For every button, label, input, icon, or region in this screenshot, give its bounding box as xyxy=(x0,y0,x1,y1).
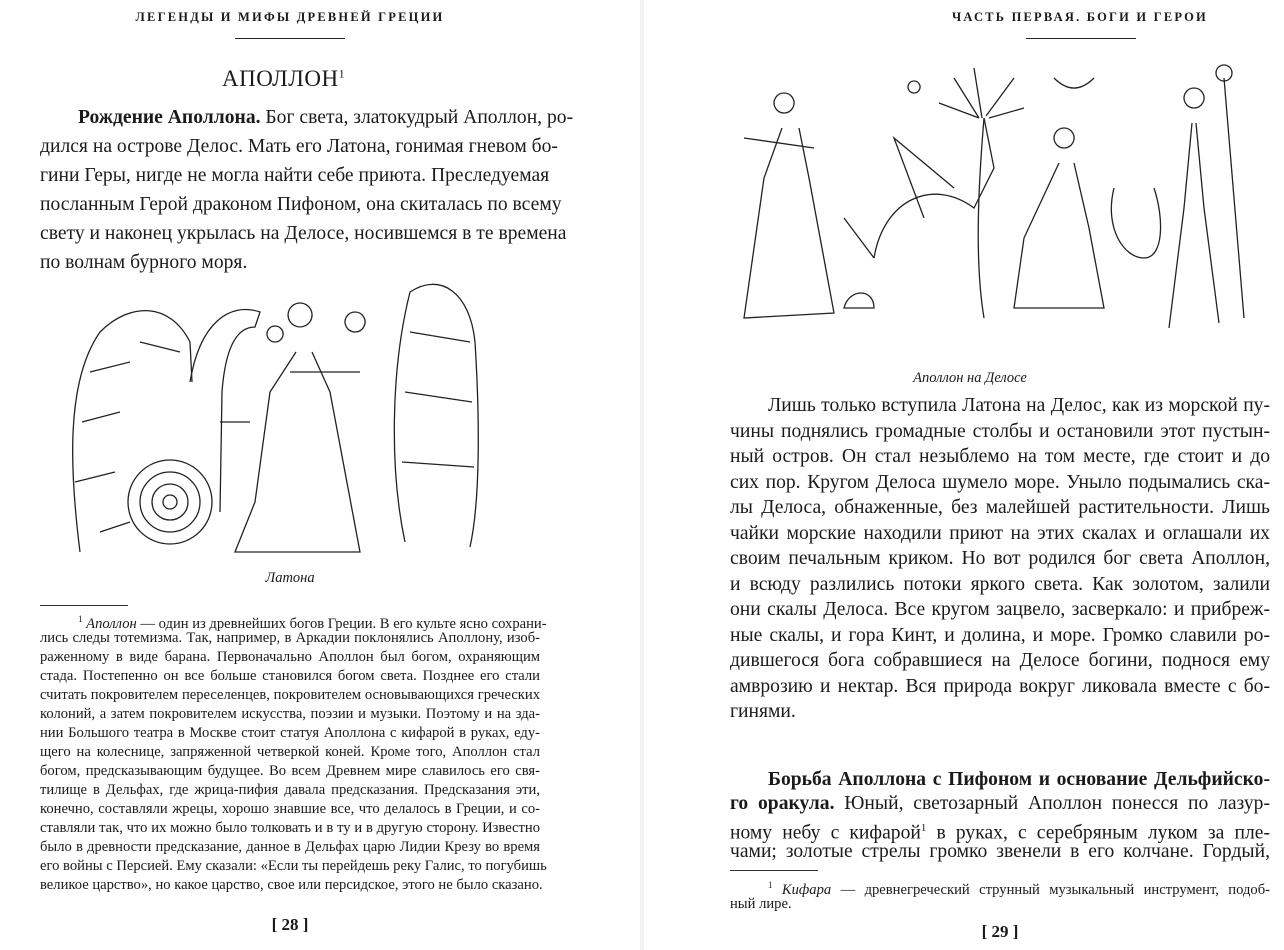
footnote-ref[interactable]: 1 xyxy=(338,66,346,81)
running-head: ЧАСТЬ ПЕРВАЯ. БОГИ И ГЕРОИ xyxy=(952,10,1208,24)
text-line: посланным Герой драконом Пифоном, она скиталась по всему xyxy=(40,194,562,215)
text-line: по волнам бурного моря. xyxy=(40,252,248,273)
footnote-line: раженному в виде барана. Первоначально Аполлон был богом, охраняющим xyxy=(40,649,540,665)
text-line: ные скалы, и гора Кинт, и долина, и море. Громко славили ро- xyxy=(730,624,1270,646)
text-span: Бог света, златокудрый Аполлон, ро- xyxy=(260,107,574,128)
section-heading: го оракула. xyxy=(730,793,835,814)
text-line: дился на острове Делос. Мать его Латона, гонимая гневом бо- xyxy=(40,136,558,157)
footnote-line: ный лире. xyxy=(730,896,792,912)
text-line: чины поднялись громадные столбы и остановили этот пустын- xyxy=(730,420,1270,442)
footnote-line: лись следы тотемизма. Так, например, в Аркадии поклонялись Аполлону, изоб- xyxy=(40,630,540,646)
footnote-line: нии Большого театра в Москве стоит статуя Аполлона с кифарой в руках, еду- xyxy=(40,725,540,741)
text-line: чами; золотые стрелы громко звенели в его колчане. Гордый, xyxy=(730,841,1270,862)
text-line: гини Геры, нигде не могла найти себе приюта. Преследуемая xyxy=(40,165,550,186)
footnote-line: считать покровителем переселенцев, покровителем основывающихся греческих xyxy=(40,687,540,703)
apollo-on-delos-illustration xyxy=(724,58,1264,348)
chapter-title xyxy=(222,66,345,92)
section-text xyxy=(730,768,1270,864)
right-page xyxy=(644,0,1284,950)
footnote-line: стада. Постепенно он все больше становился богом света. Позднее его стали xyxy=(40,668,540,684)
footnote-line: было в древности предсказание, данное в Дельфах царю Лидии Крезу во время xyxy=(40,839,540,855)
footnote-mark: 1 xyxy=(768,880,773,890)
text-line xyxy=(730,768,1270,792)
text-line: сих пор. Кругом Делоса шумело море. Уныло подымались ска- xyxy=(730,471,1270,493)
footnote-line: великое царство», но какое царство, свое или персидское, этого не было сказано. xyxy=(40,877,543,893)
header-rule xyxy=(1026,38,1136,39)
text-line: чайки морские находили приют на этих скалах и оглашали их xyxy=(730,522,1270,544)
footnote-line: щего на колеснице, запряженной четверкой коней. Кроме того, Аполлон стал xyxy=(40,744,540,760)
footnote xyxy=(730,876,1270,914)
text-line: дившегося бога собравшиеся на Делосе богини, поднося ему xyxy=(730,650,1270,671)
body-text xyxy=(40,103,574,277)
footnote-line: конечно, составляли жрецы, хорошо знавшие все, что делалось в Греции, и со- xyxy=(40,801,540,817)
footnote-line: тилище в Дельфах, где жрица-пифия давала предсказания. Предсказания эти, xyxy=(40,782,540,798)
footnote-ref[interactable]: 1 xyxy=(920,822,927,834)
footnote-line: его войны с Персией. Ему сказали: «Если ты перейдешь реку Галис, то погубишь xyxy=(40,858,547,874)
text-line: и всюду разлились потоки яркого света. Как золотом, залили xyxy=(730,573,1270,595)
text-span: ному небу с кифарой xyxy=(730,822,921,844)
text-line: лы Делоса, обнаженные, без малейшей растительности. Лишь xyxy=(730,497,1270,518)
illustration-caption: Аполлон на Делосе xyxy=(913,370,1027,386)
footnote-line: богом, предсказывающим будущее. Во всем Древнем мире славилось его свя- xyxy=(40,763,540,779)
text-line: они скалы Делоса. Все кругом зацвело, засверкало: и прибреж- xyxy=(730,599,1270,620)
illustration-caption: Латона xyxy=(265,570,315,586)
text-span: в руках, с серебряным луком за пле- xyxy=(926,822,1270,844)
footnote-rule xyxy=(730,870,818,871)
footnote-mark: 1 xyxy=(78,614,83,624)
footnote xyxy=(40,610,547,895)
footnote-line: ставляли так, что их можно было толковать и в ту и в другую сторону. Известно xyxy=(40,820,540,836)
running-head: ЛЕГЕНДЫ И МИФЫ ДРЕВНЕЙ ГРЕЦИИ xyxy=(135,10,445,24)
footnote-line xyxy=(730,876,1270,898)
text-line xyxy=(40,103,574,132)
text-line xyxy=(730,792,1270,816)
text-line: своим печальным криком. Но вот родился бог света Аполлон, xyxy=(730,548,1270,569)
text-line: Лишь только вступила Латона на Делос, как из морской пу- xyxy=(768,395,1270,416)
text-line: гинями. xyxy=(730,701,796,722)
footnote-line: колоний, а затем покровителем искусства, поэзии и музыки. Поэтому и на зда- xyxy=(40,706,540,722)
footnote-term: Кифара xyxy=(781,881,832,898)
header-rule xyxy=(235,38,345,39)
section-heading: Рождение Аполлона. xyxy=(78,107,261,128)
chapter-title-text: АПОЛЛОН xyxy=(222,66,339,91)
footnote-term: Аполлон xyxy=(86,615,137,632)
text-line: свету и наконец укрылась на Делосе, носившемся в те времена xyxy=(40,223,567,244)
left-page xyxy=(0,0,640,950)
section-heading: Борьба Аполлона с Пифоном и основание Дельфийско- xyxy=(768,769,1270,790)
footnote-rule xyxy=(40,605,128,606)
text-span: — древнегреческий струнный музыкальный инструмент, подоб- xyxy=(831,881,1270,898)
text-span: — один из древнейших богов Греции. В его культе ясно сохрани- xyxy=(136,615,547,632)
page-number: [ 29 ] xyxy=(981,922,1019,941)
latona-illustration xyxy=(60,272,500,562)
body-text xyxy=(730,393,1270,725)
text-line: амврозию и нектар. Вся природа вокруг ликовала вместе с бо- xyxy=(730,675,1270,697)
footnote-line xyxy=(40,610,547,632)
text-line: ный остров. Он стал незыблемо на том месте, где стоит и до xyxy=(730,446,1270,467)
text-span: Юный, светозарный Аполлон понесся по лазур- xyxy=(834,793,1270,814)
page-number: [ 28 ] xyxy=(271,915,309,934)
text-line xyxy=(730,816,1270,844)
